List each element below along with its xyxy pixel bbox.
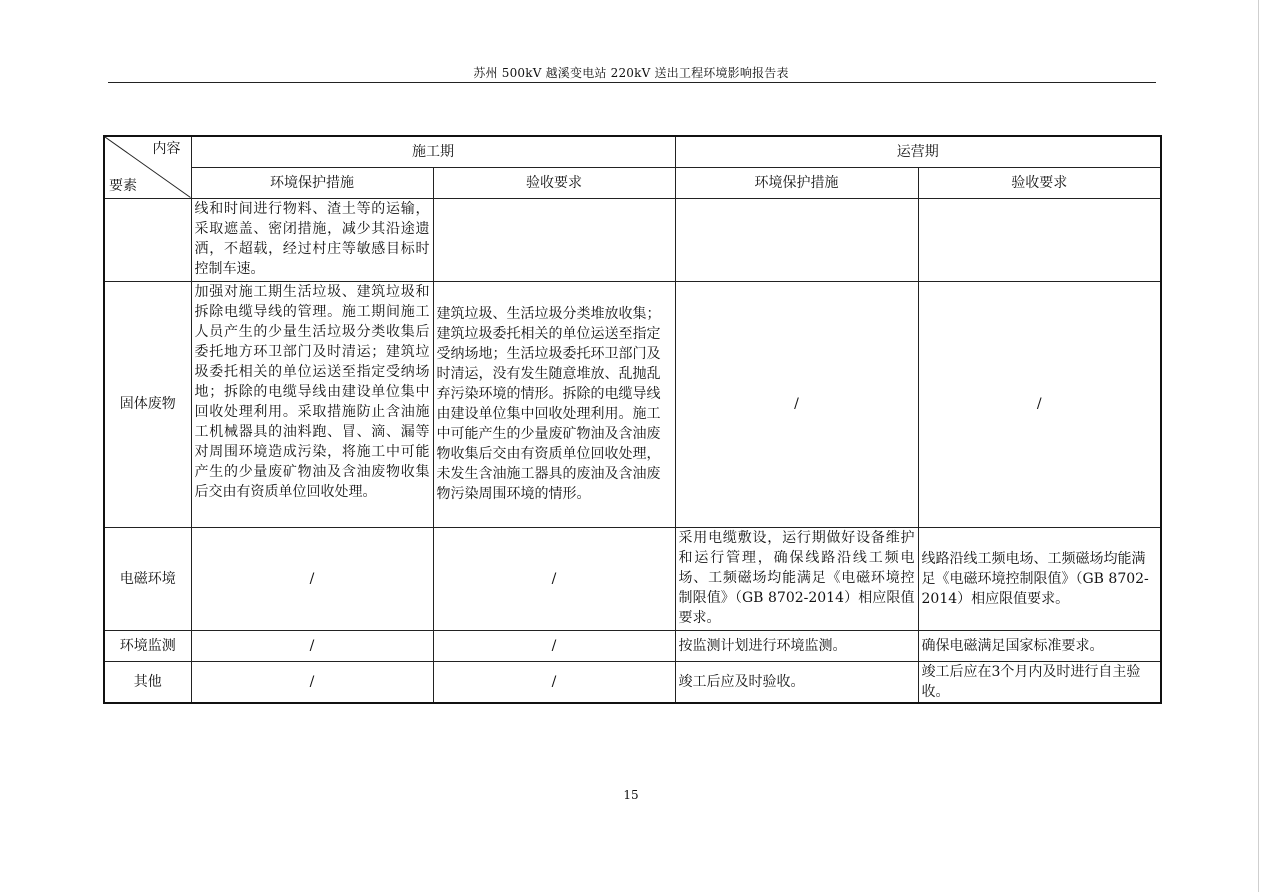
operation-acceptance-cell: 确保电磁满足国家标准要求。 <box>918 630 1161 661</box>
operation-measures-cell: 竣工后应及时验收。 <box>675 661 918 703</box>
construction-acceptance-cell <box>433 198 675 281</box>
construction-measures-cell: / <box>191 527 433 630</box>
table-row <box>104 198 1161 281</box>
row-element-label: 固体废物 <box>104 281 191 527</box>
row-element-label <box>104 198 191 281</box>
operation-acceptance-cell: 竣工后应在3个月内及时进行自主验收。 <box>918 661 1161 703</box>
operation-acceptance-cell: 线路沿线工频电场、工频磁场均能满足《电磁环境控制限值》（GB 8702-2014）相应限值要求。 <box>918 527 1161 630</box>
construction-measures-cell: 加强对施工期生活垃圾、建筑垃圾和拆除电缆导线的管理。施工期间施工人员产生的少量生活垃圾分类收集后委托地方环卫部门及时清运；建筑垃圾委托相关的单位运送至指定受纳场地；拆除的电缆导线由建设单位集中回收处理利用。采取措施防止含油施工机械器具的油料跑、冒、滴、漏等对周围环境造成污染，将施工中可能产生的少量废矿物油及含油废物收集后交由有资质单位回收处理。 <box>191 281 433 527</box>
row-element-label: 电磁环境 <box>104 527 191 630</box>
table-row <box>104 281 1161 527</box>
table-row <box>104 630 1161 661</box>
table-header-row-phases <box>104 136 1161 167</box>
operation-acceptance-header: 验收要求 <box>918 167 1161 198</box>
table-header-row-subheaders <box>104 167 1161 198</box>
construction-acceptance-cell: / <box>433 630 675 661</box>
operation-acceptance-cell: / <box>918 281 1161 527</box>
operation-measures-cell: 按监测计划进行环境监测。 <box>675 630 918 661</box>
corner-diagonal-header <box>104 136 191 198</box>
corner-label-element: 要素 <box>109 177 137 194</box>
page-edge-line <box>1258 0 1259 892</box>
header-rule <box>108 82 1156 83</box>
construction-acceptance-cell: / <box>433 527 675 630</box>
row-element-label: 环境监测 <box>104 630 191 661</box>
environmental-measures-table <box>103 135 1162 704</box>
operation-measures-header: 环境保护措施 <box>675 167 918 198</box>
operation-acceptance-cell <box>918 198 1161 281</box>
table-row <box>104 661 1161 703</box>
page-number: 15 <box>623 788 639 802</box>
document-header-title: 苏州 500kV 越溪变电站 220kV 送出工程环境影响报告表 <box>473 66 789 80</box>
phase-operation-header: 运营期 <box>675 136 1161 167</box>
construction-measures-cell: / <box>191 661 433 703</box>
operation-measures-cell: 采用电缆敷设，运行期做好设备维护和运行管理，确保线路沿线工频电场、工频磁场均能满足《电磁环境控制限值》（GB 8702-2014）相应限值要求。 <box>675 527 918 630</box>
construction-measures-cell: / <box>191 630 433 661</box>
operation-measures-cell <box>675 198 918 281</box>
table-row <box>104 527 1161 630</box>
construction-measures-header: 环境保护措施 <box>191 167 433 198</box>
construction-acceptance-header: 验收要求 <box>433 167 675 198</box>
construction-measures-cell: 线和时间进行物料、渣土等的运输，采取遮盖、密闭措施，减少其沿途遗洒，不超载，经过村庄等敏感目标时控制车速。 <box>191 198 433 281</box>
operation-measures-cell: / <box>675 281 918 527</box>
construction-acceptance-cell: / <box>433 661 675 703</box>
construction-acceptance-cell: 建筑垃圾、生活垃圾分类堆放收集；建筑垃圾委托相关的单位运送至指定受纳场地；生活垃圾委托环卫部门及时清运，没有发生随意堆放、乱抛乱弃污染环境的情形。拆除的电缆导线由建设单位集中回收处理利用。施工中可能产生的少量废矿物油及含油废物收集后交由有资质单位回收处理，未发生含油施工器具的废油及含油废物污染周围环境的情形。 <box>433 281 675 527</box>
phase-construction-header: 施工期 <box>191 136 675 167</box>
corner-label-content: 内容 <box>152 141 181 157</box>
row-element-label: 其他 <box>104 661 191 703</box>
